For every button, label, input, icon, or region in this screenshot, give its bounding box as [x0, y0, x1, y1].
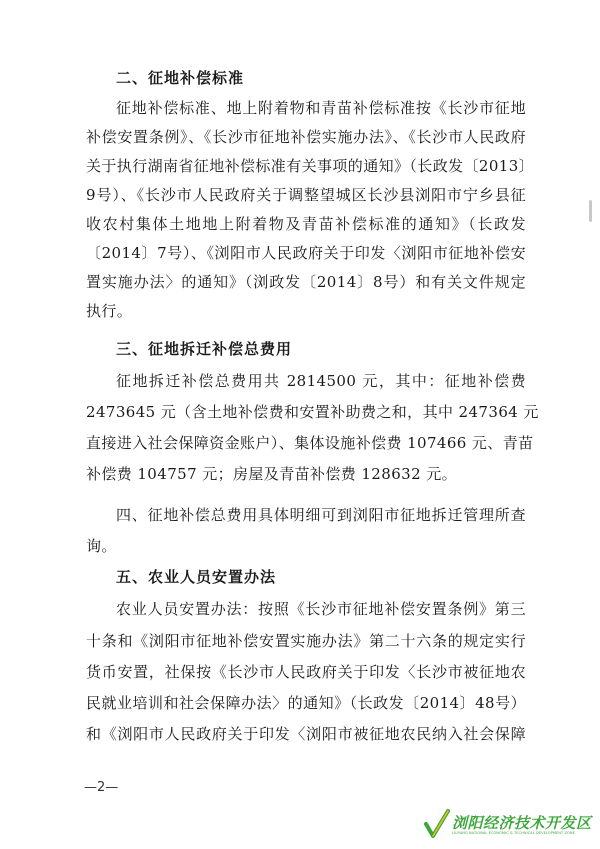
section-2-line-1: 征地补偿标准、地上附着物和青苗补偿标准按《长沙市征地: [116, 99, 526, 117]
page-number: —2—: [84, 780, 119, 795]
section-3-line-2: 2473645 元（含土地补偿费和安置补助费之和，其中 247364 元: [86, 403, 539, 421]
section-2-line-4: 9号）、《长沙市人民政府关于调整望城区长沙县浏阳市宁乡县征: [86, 186, 526, 204]
section-3-line-1: 征地拆迁补偿总费用共 2814500 元，其中：征地补偿费: [116, 372, 526, 390]
section-heading-5: 五、农业人员安置办法: [116, 568, 277, 586]
section-5-line-3: 货币安置，社保按《长沙市人民政府关于印发〈长沙市被征地农: [86, 663, 526, 681]
section-5-line-2: 十条和《浏阳市征地补偿安置实施办法》第二十六条的规定实行: [86, 632, 526, 650]
section-5-line-1: 农业人员安置办法：按照《长沙市征地补偿安置条例》第三: [116, 600, 526, 618]
scan-mark: [589, 200, 592, 222]
section-3-line-3: 直接进入社会保障资金账户）、集体设施补偿费 107466 元、青苗: [86, 434, 534, 452]
section-2-line-7: 置实施办法〉的通知》（浏政发〔2014〕8号）和有关文件规定: [86, 273, 526, 291]
section-2-line-6: 〔2014〕7号）、《浏阳市人民政府关于印发〈浏阳市征地补偿安: [86, 244, 526, 262]
section-4-line-1: 四、征地补偿总费用具体明细可到浏阳市征地拆迁管理所查: [116, 506, 526, 524]
section-5-line-5: 和《浏阳市人民政府关于印发〈浏阳市被征地农民纳入社会保障: [86, 725, 526, 743]
dev-zone-logo: [424, 808, 594, 842]
logo-subtext: LIUYANG NATIONAL ECONOMIC & TECHNICAL DEVELOPMENT ZONE: [452, 831, 575, 835]
section-3-line-4: 补偿费 104757 元；房屋及青苗补偿费 128632 元。: [86, 465, 457, 483]
leaf-check-icon: [424, 808, 450, 840]
section-2-line-5: 收农村集体土地地上附着物及青苗补偿标准的通知》（长政发: [86, 215, 526, 233]
section-heading-3: 三、征地拆迁补偿总费用: [116, 340, 293, 358]
section-2-line-8: 执行。: [86, 302, 133, 320]
section-2-line-2: 补偿安置条例》、《长沙市征地补偿实施办法》、《长沙市人民政府: [86, 128, 526, 146]
logo-text: 浏阳经济技术开发区: [452, 814, 592, 832]
section-heading-2: 二、征地补偿标准: [116, 69, 245, 87]
section-5-line-4: 民就业培训和社会保障办法〉的通知》（长政发〔2014〕48号）: [86, 694, 526, 712]
section-4-line-2: 询。: [86, 537, 117, 555]
section-2-line-3: 关于执行湖南省征地补偿标准有关事项的通知》（长政发〔2013〕: [86, 157, 535, 175]
